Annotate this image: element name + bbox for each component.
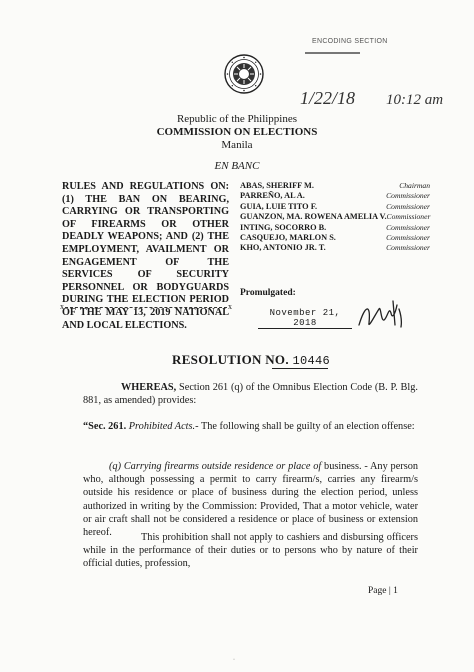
section-paragraph	[83, 420, 418, 433]
member-name: GUIA, LUIE TITO F.	[240, 201, 318, 211]
resolution-number: 10446	[292, 354, 330, 368]
subsection-q-text: business. - Any person who, although possessing a permit to carry firearm/s, carries any firearm/s outside his residence or place of business during the election period, unless authorized in writing by the Commission: Provided, That a motor vehicle, water or air craft shall not be considered a residence or place of business or extension hereof.	[83, 461, 418, 539]
commission-members	[240, 181, 430, 254]
member-position: Chairman	[399, 181, 430, 190]
header-city: Manila	[221, 139, 253, 151]
signature-icon	[355, 295, 405, 335]
whereas-text: Section 261 (q) of the Omnibus Election Code (B. P. Blg. 881, as amended) provides:	[83, 382, 418, 407]
section-label: “Sec. 261.	[83, 421, 127, 432]
en-banc-label: EN BANC	[214, 160, 260, 172]
subsection-q-title: (q) Carrying firearms outside residence or place of	[109, 461, 322, 472]
title-divider	[60, 303, 232, 311]
member-name: GUANZON, MA. ROWENA AMELIA V.	[240, 212, 387, 222]
member-row	[240, 191, 430, 201]
comelec-seal-icon	[224, 54, 264, 94]
member-row	[240, 202, 430, 212]
section-text: - The following shall be guilty of an election offense:	[195, 421, 415, 432]
x-marker-right: x	[228, 302, 232, 311]
member-position: Commissioner	[386, 212, 431, 222]
member-position: Commissioner	[386, 233, 430, 243]
subsection-q-paragraph	[83, 460, 418, 539]
page-number: Page | 1	[368, 586, 398, 596]
member-row	[240, 243, 430, 253]
header-commission: COMMISSION ON ELECTIONS	[156, 126, 318, 138]
resolution-heading	[172, 352, 330, 368]
member-position: Commissioner	[386, 243, 430, 253]
receiving-stamp: ENCODING SECTION	[312, 38, 388, 45]
member-name: CASQUEJO, MARLON S.	[240, 233, 336, 243]
member-position: Commissioner	[386, 222, 430, 232]
member-name: KHO, ANTONIO JR. T.	[240, 243, 326, 253]
whereas-paragraph	[83, 381, 418, 407]
handwritten-time: 10:12 am	[386, 92, 444, 108]
rules-title: RULES AND REGULATIONS ON: (1) THE BAN ON BEARING, CARRYING OR TRANSPORTING OF FIREARMS OR OTHER DEADLY WEAPONS; AND (2) THE EMPLOYMENT, AVAILMENT OR ENGAGEMENT OF THE SERVICES OF SECURITY PERSONNEL OR BODYGUARDS DURING THE ELECTION PERIOD OF THE MAY 13, 2019 NATIONAL AND LOCAL ELECTIONS.	[62, 181, 229, 331]
promulgated-label: Promulgated:	[240, 288, 296, 298]
header-republic: Republic of the Philippines	[176, 113, 298, 125]
member-row	[240, 212, 430, 222]
resolution-underline	[272, 368, 328, 369]
member-position: Commissioner	[386, 201, 430, 211]
member-name: ABAS, SHERIFF M.	[240, 181, 314, 190]
x-marker-left: x	[60, 302, 64, 311]
section-title: Prohibited Acts.	[126, 421, 196, 432]
handwritten-date: 1/22/18	[300, 88, 356, 108]
resolution-label: RESOLUTION NO.	[172, 352, 289, 367]
member-row	[240, 233, 430, 243]
member-row	[240, 181, 430, 191]
member-position: Commissioner	[386, 191, 430, 201]
whereas-lead: WHEREAS,	[121, 382, 177, 393]
prohibition-paragraph	[83, 531, 418, 571]
member-row	[240, 223, 430, 233]
promulgated-date: November 21, 2018	[258, 308, 352, 329]
dashed-line	[65, 307, 227, 308]
prohibition-text: This prohibition shall not apply to cashiers and disbursing officers while in the performance of their duties or to persons who by nature of their official duties, profession,	[83, 532, 418, 570]
stamp-line	[305, 52, 360, 54]
member-name: INTING, SOCORRO B.	[240, 222, 327, 232]
stray-mark: ·	[233, 657, 235, 663]
member-name: PARREÑO, AL A.	[240, 191, 305, 201]
